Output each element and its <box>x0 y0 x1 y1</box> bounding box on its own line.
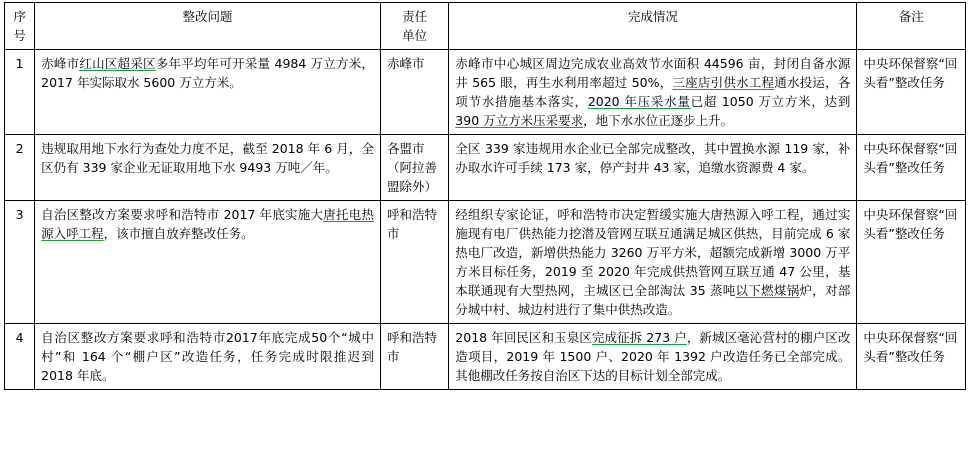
column-header-index <box>5 3 35 50</box>
responsible-unit-cell: 赤峰市 <box>380 50 448 135</box>
responsible-unit-cell: 各盟市（阿拉善盟除外） <box>380 135 448 201</box>
issue-cell <box>35 201 381 324</box>
responsible-unit-cell: 呼和浩特市 <box>380 201 448 324</box>
column-header-index-line2: 号 <box>13 28 26 43</box>
issue-text-seg-2: 多年平均年可开采量 4984 万立方米，2017 年实际取水 5600 万立方米。 <box>41 56 374 90</box>
issue-cell <box>35 324 381 390</box>
issue-text-seg-2: ，该市擅自放弃整改任务。 <box>103 226 254 241</box>
row-index: 2 <box>5 135 35 201</box>
table-header-row <box>5 3 966 50</box>
status-cell <box>449 135 857 201</box>
table-row <box>5 135 966 201</box>
status-text-seg-0: 赤峰市中心城区周边完成农业高效节水面积 44596 亩，封闭自备水源井 565 眼，再生水利用率超过 50%， <box>455 56 851 90</box>
table-row <box>5 50 966 135</box>
column-header-remark: 备注 <box>857 3 966 50</box>
issue-text-seg-0: 自治区整改方案要求呼和浩特市 2017 年底实施大 <box>41 207 324 222</box>
status-text-seg-6: ，地下水水位正逐步上升。 <box>583 113 734 128</box>
status-text-seg-1: 三座店引供水工程 <box>672 75 775 90</box>
issue-text-seg-0: 自治区整改方案要求呼和浩特市2017年底完成50个“城中村”和 164 个“棚户区”改造任务，任务完成时限推迟到 2018 年底。 <box>41 330 374 383</box>
status-text-seg-0: 经组织专家论证，呼和浩特市决定暂缓实施大唐热源入呼工程，通过实施现有电厂供热能力挖潜及管网互联互通满足城区供热，目前完成 6 家热电厂改造，新增供热能力 3260 万平方米，超额完成新增 3000 万平方米目标任务，2019 至 2020 年完成供热管网互联互通 47 公里，基本联通现有大型热网，主城区已全部淘汰 35 蒸吨 <box>455 207 851 298</box>
row-index: 4 <box>5 324 35 390</box>
remark-cell: 中央环保督察“回头看”整改任务 <box>857 50 966 135</box>
status-text-seg-2: 通水投运，各项节水措施基本落实， <box>455 75 851 109</box>
remark-cell: 中央环保督察“回头看”整改任务 <box>857 324 966 390</box>
status-cell <box>449 324 857 390</box>
status-text-seg-3: 2020 年压采水量 <box>587 94 691 109</box>
row-index: 1 <box>5 50 35 135</box>
column-header-unit-line2: 单位 <box>402 28 428 43</box>
column-header-unit <box>380 3 448 50</box>
responsible-unit-cell: 呼和浩特市 <box>380 324 448 390</box>
column-header-status: 完成情况 <box>449 3 857 50</box>
status-text-seg-1: 以下燃煤锅 <box>735 283 800 298</box>
column-header-unit-line1: 责任 <box>402 9 428 24</box>
table-row <box>5 324 966 390</box>
table-body <box>5 50 966 390</box>
status-cell <box>449 201 857 324</box>
table-header <box>5 3 966 50</box>
issue-text-seg-0: 赤峰市 <box>41 56 80 71</box>
status-text-seg-0: 全区 339 家违规用水企业已全部完成整改，其中置换水源 119 家，补办取水许可手续 173 家，停产封井 43 家，追缴水资源费 4 家。 <box>455 141 851 175</box>
remark-cell: 中央环保督察“回头看”整改任务 <box>857 201 966 324</box>
issue-cell <box>35 135 381 201</box>
status-text-seg-2: 炉，对部分城中村、城边村进行了集中供热改造。 <box>455 283 851 317</box>
issue-text-seg-1: 唐托电热源入呼工程 <box>41 207 374 241</box>
column-header-index-line1: 序 <box>13 9 26 24</box>
status-cell <box>449 50 857 135</box>
issue-text-seg-1: 红山区超采区 <box>79 56 156 71</box>
issue-text-seg-0: 违规取用地下水行为查处力度不足，截至 2018 年 6 月，全区仍有 339 家企业无证取用地下水 9493 万吨／年。 <box>41 141 374 175</box>
status-text-seg-2: ，新城区毫沁营村的棚户区改造项目，2019 年 1500 户、2020 年 1392 户改造任务已全部完成。其他棚改任务按自治区下达的目标计划全部完成。 <box>455 330 851 383</box>
status-text-seg-0: 2018 年回民区和玉泉区 <box>455 330 592 345</box>
status-text-seg-5: 390 万立方米压采要求 <box>455 113 584 128</box>
table-row <box>5 201 966 324</box>
issue-cell <box>35 50 381 135</box>
remark-cell: 中央环保督察“回头看”整改任务 <box>857 135 966 201</box>
row-index: 3 <box>5 201 35 324</box>
status-text-seg-1: 完成征拆 273 户 <box>591 330 687 345</box>
column-header-issue: 整改问题 <box>35 3 381 50</box>
rectification-table <box>4 2 966 390</box>
status-text-seg-4: 已超 1050 万立方米，达到 <box>690 94 851 109</box>
